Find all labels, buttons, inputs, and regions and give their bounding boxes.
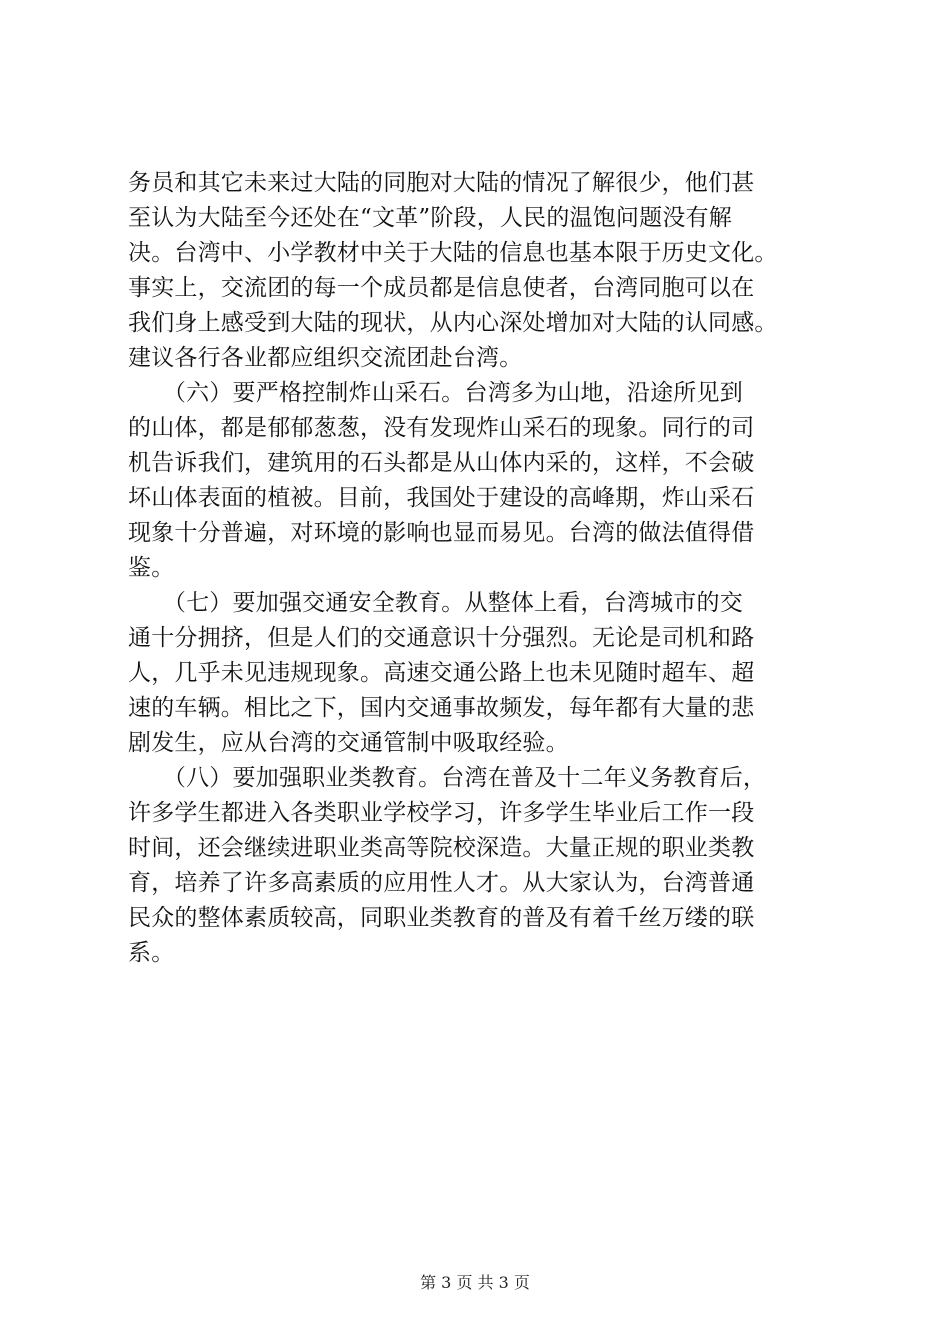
text-line: 鉴。 [128,555,175,581]
page-number-label: 第 3 页 共 3 页 [420,1273,530,1292]
text-line: 民众的整体素质较高，同职业类教育的普及有着千丝万缕的联 [128,905,755,931]
text-line: （七）要加强交通安全教育。从整体上看，台湾城市的交 [128,590,743,616]
text-line: 剧发生，应从台湾的交通管制中吸取经验。 [128,730,569,756]
text-line: 务员和其它未来过大陆的同胞对大陆的情况了解很少，他们甚 [128,170,755,196]
text-line: 事实上，交流团的每一个成员都是信息使者，台湾同胞可以在 [128,275,755,301]
text-line: 现象十分普遍，对环境的影响也显而易见。台湾的做法值得借 [128,520,755,546]
text-line: （六）要严格控制炸山采石。台湾多为山地，沿途所见到 [128,380,743,406]
text-line: 速的车辆。相比之下，国内交通事故频发，每年都有大量的悲 [128,695,755,721]
text-line: 我们身上感受到大陆的现状，从内心深处增加对大陆的认同感。 [128,310,778,336]
text-line: 人，几乎未见违规现象。高速交通公路上也未见随时超车、超 [128,660,755,686]
text-line: 系。 [128,940,175,966]
text-line: 坏山体表面的植被。目前，我国处于建设的高峰期，炸山采石 [128,485,755,511]
text-line: 的山体，都是郁郁葱葱，没有发现炸山采石的现象。同行的司 [128,415,755,441]
text-line: 育，培养了许多高素质的应用性人才。从大家认为，台湾普通 [128,870,755,896]
text-line: 通十分拥挤，但是人们的交通意识十分强烈。无论是司机和路 [128,625,755,651]
text-line: 建议各行各业都应组织交流团赴台湾。 [128,345,523,371]
text-line: （八）要加强职业类教育。台湾在普及十二年义务教育后， [128,765,767,791]
page-footer [0,1272,950,1294]
body-text [128,166,828,971]
text-line: 至认为大陆至今还处在“文革”阶段，人民的温饱问题没有解 [128,205,732,231]
text-line: 时间，还会继续进职业类高等院校深造。大量正规的职业类教 [128,835,755,861]
text-line: 许多学生都进入各类职业学校学习，许多学生毕业后工作一段 [128,800,755,826]
text-line: 决。台湾中、小学教材中关于大陆的信息也基本限于历史文化。 [128,240,778,266]
text-line: 机告诉我们，建筑用的石头都是从山体内采的，这样，不会破 [128,450,755,476]
